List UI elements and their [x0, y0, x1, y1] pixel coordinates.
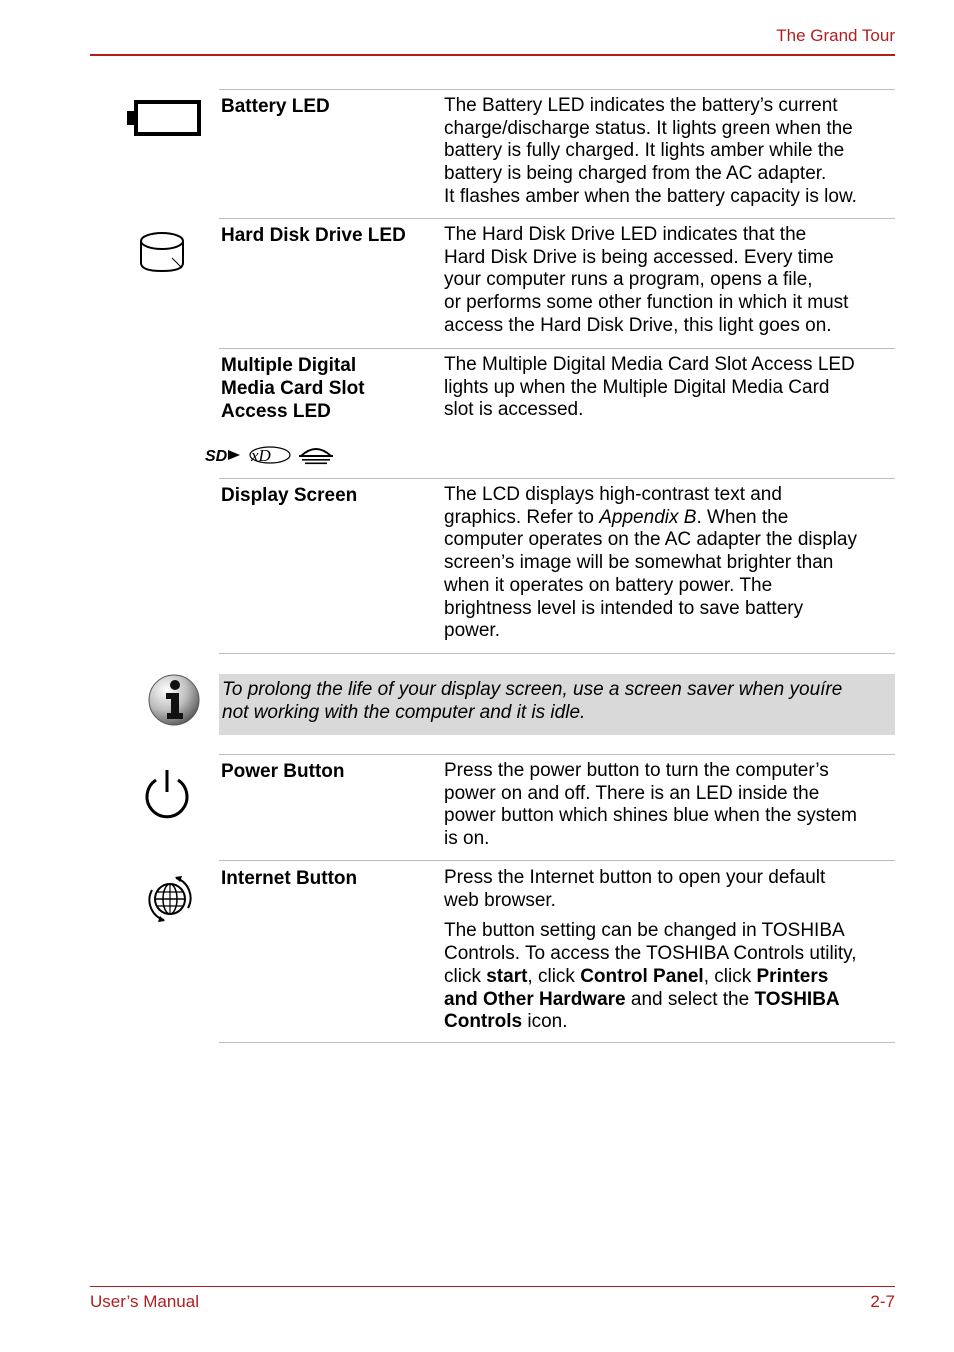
- term-internet-button: Internet Button: [221, 868, 358, 889]
- memory-stick-logo-icon: [299, 449, 333, 464]
- term-display-screen: Display Screen: [221, 485, 358, 506]
- battery-icon: [124, 98, 204, 138]
- row-divider: [219, 754, 895, 755]
- desc-internet-button: Press the Internet button to open your default web browser. The button setting can be changed in TOSHIBA Controls. To access the TOSHIBA Controls utility, click start, click Control Panel, click Printers and Other Hardware and select the TOSHIBA Controls icon.: [444, 867, 857, 1033]
- xd-logo-icon: [250, 446, 290, 465]
- info-icon: [147, 673, 201, 727]
- term-battery-led: Battery LED: [221, 96, 330, 117]
- power-icon: [142, 766, 192, 820]
- term-power-button: Power Button: [221, 761, 345, 782]
- desc-battery-led: The Battery LED indicates the battery’s current charge/discharge status. It lights green when the battery is fully charged. It lights amber while the battery is being charged from the AC adapter. It flashes amber when the battery capacity is low.: [444, 95, 857, 207]
- media-card-logos-icon: [204, 444, 336, 466]
- page-number: 2-7: [870, 1292, 895, 1311]
- globe-icon: [142, 872, 198, 926]
- row-divider: [219, 478, 895, 479]
- note-text: To prolong the life of your display screen, use a screen saver when youíre not working with the computer and it is idle.: [222, 679, 843, 723]
- row-divider: [219, 860, 895, 861]
- footer-manual-label: User’s Manual: [90, 1292, 199, 1311]
- desc-display-screen: The LCD displays high-contrast text and graphics. Refer to Appendix B. When the computer operates on the AC adapter the display screen’s image will be somewhat brighter than when it operates on battery power. The brightness level is intended to save battery power.: [444, 484, 857, 642]
- term-media-card-led: Multiple Digital Media Card Slot Access LED: [221, 355, 365, 422]
- row-divider: [219, 1042, 895, 1043]
- term-hard-disk-led: Hard Disk Drive LED: [221, 225, 406, 246]
- row-divider: [219, 89, 895, 90]
- desc-hard-disk-led: The Hard Disk Drive LED indicates that the Hard Disk Drive is being accessed. Every time your computer runs a program, opens a file, or performs some other function in which it must access the Hard Disk Drive, this light goes on.: [444, 224, 849, 336]
- section-title: The Grand Tour: [776, 26, 895, 45]
- row-divider: [219, 348, 895, 349]
- header-rule: [90, 54, 895, 56]
- row-divider: [219, 218, 895, 219]
- row-divider: [219, 653, 895, 654]
- hard-disk-icon: [136, 228, 190, 276]
- sd-logo-icon: [205, 448, 240, 465]
- svg-text:SD: SD: [205, 448, 228, 465]
- svg-text:xD: xD: [251, 446, 271, 465]
- footer-rule: [90, 1286, 895, 1287]
- note-box: [219, 674, 895, 735]
- desc-media-card-led: The Multiple Digital Media Card Slot Access LED lights up when the Multiple Digital Media Card slot is accessed.: [444, 354, 855, 421]
- desc-power-button: Press the power button to turn the computer’s power on and off. There is an LED inside the power button which shines blue when the system is on.: [444, 760, 857, 850]
